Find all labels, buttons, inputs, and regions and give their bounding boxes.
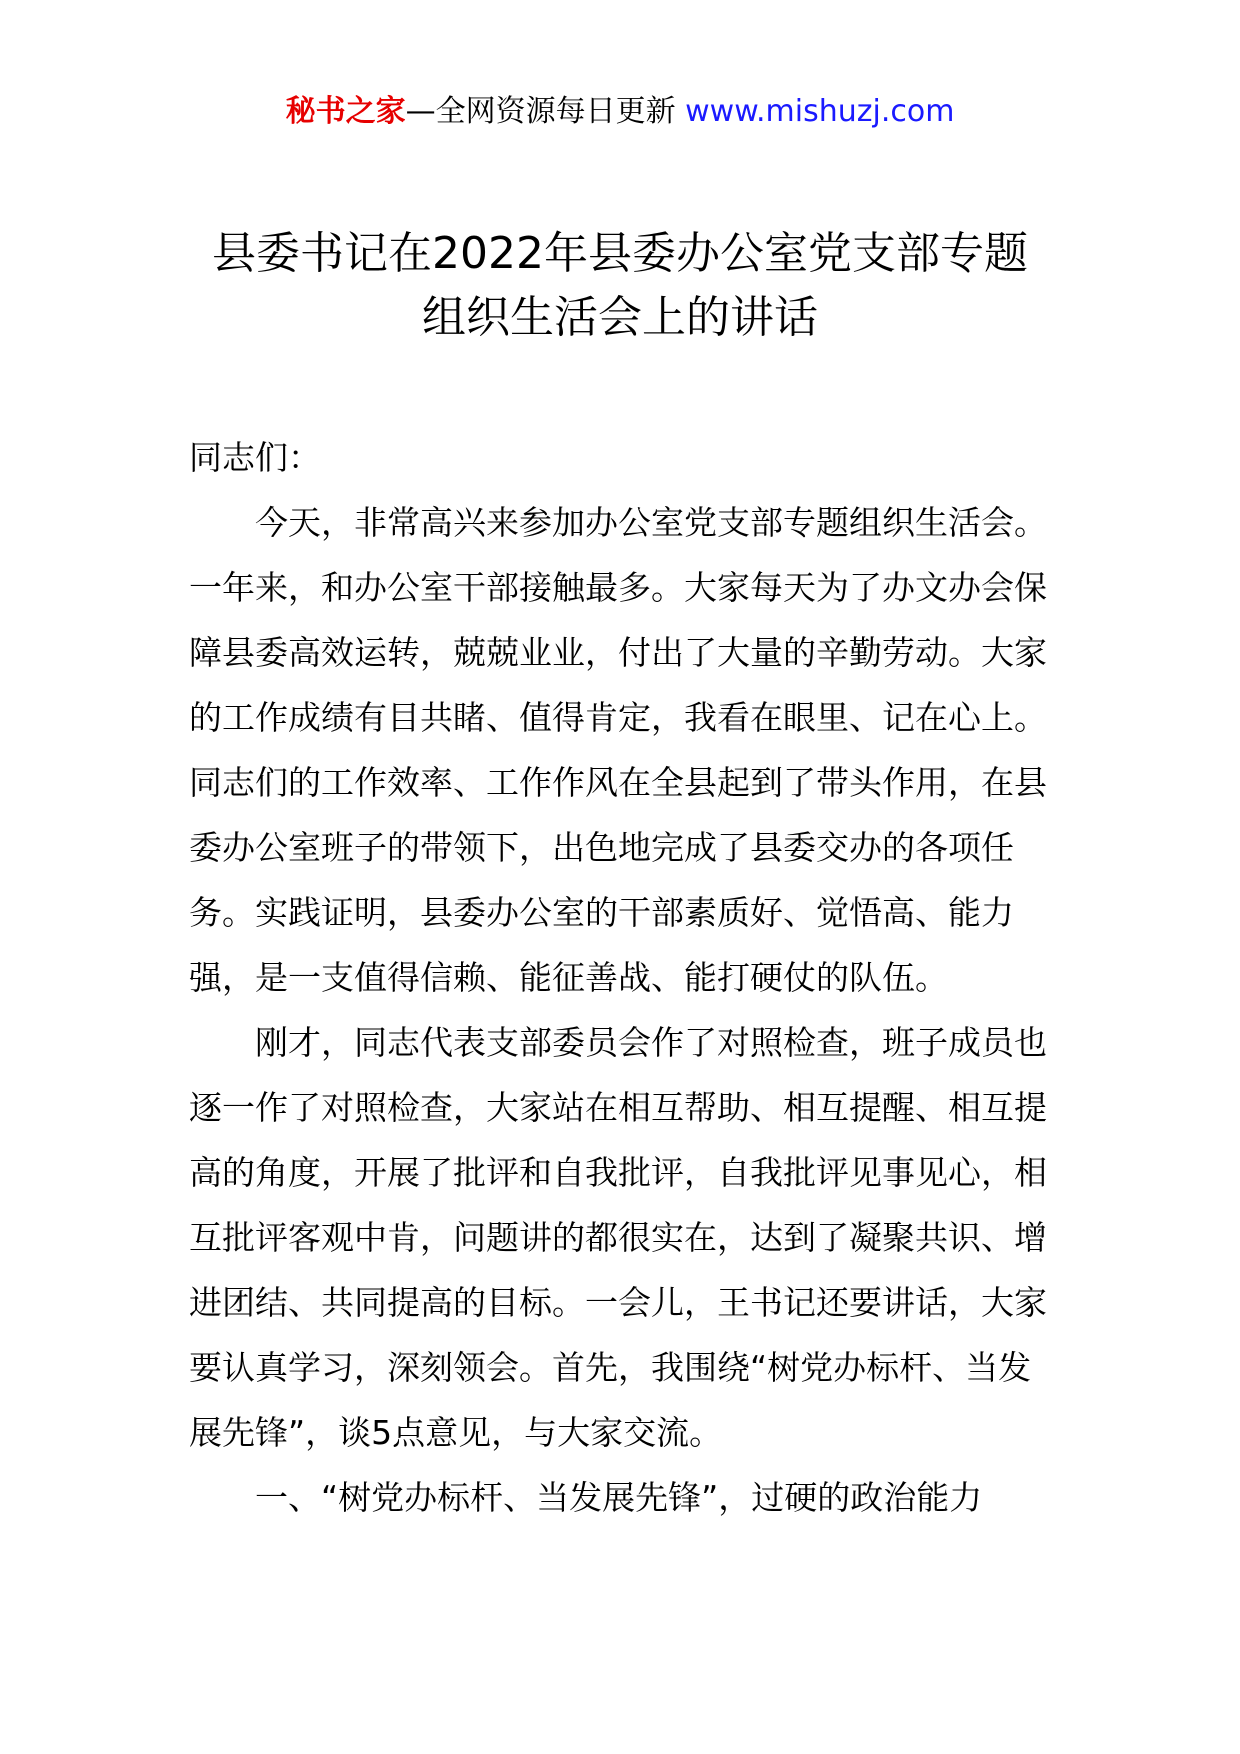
watermark-header [0, 92, 1240, 132]
header-tagline: —全网资源每日更新 [405, 94, 676, 129]
document-title [0, 222, 1240, 350]
title-line-2: 组织生活会上的讲话 [422, 292, 818, 343]
site-url[interactable]: www.mishuzj.com [685, 94, 955, 129]
title-line-1: 县委书记在2022年县委办公室党支部专题 [212, 228, 1028, 279]
paragraph-2: 刚才，同志代表支部委员会作了对照检查，班子成员也逐一作了对照检查，大家站在相互帮助、相互提醒、相互提高的角度，开展了批评和自我批评，自我批评见事见心，相互批评客观中肯，问题讲的都很实在，达到了凝聚共识、增进团结、共同提高的目标。一会儿，王书记还要讲话，大家要认真学习，深刻领会。首先，我围绕“树党办标杆、当发展先锋”，谈5点意见，与大家交流。 [189, 1023, 1047, 1452]
document-body [189, 425, 1059, 1530]
section-heading-1: 一、“树党办标杆、当发展先锋”，过硬的政治能力 [255, 1478, 983, 1517]
paragraph-1: 今天，非常高兴来参加办公室党支部专题组织生活会。一年来，和办公室干部接触最多。大家每天为了办文办会保障县委高效运转，兢兢业业，付出了大量的辛勤劳动。大家的工作成绩有目共睹、值得肯定，我看在眼里、记在心上。同志们的工作效率、工作作风在全县起到了带头作用，在县委办公室班子的带领下，出色地完成了县委交办的各项任务。实践证明，县委办公室的干部素质好、觉悟高、能力强，是一支值得信赖、能征善战、能打硬仗的队伍。 [189, 503, 1047, 997]
salutation: 同志们： [189, 438, 321, 477]
brand-name: 秘书之家 [285, 94, 406, 129]
